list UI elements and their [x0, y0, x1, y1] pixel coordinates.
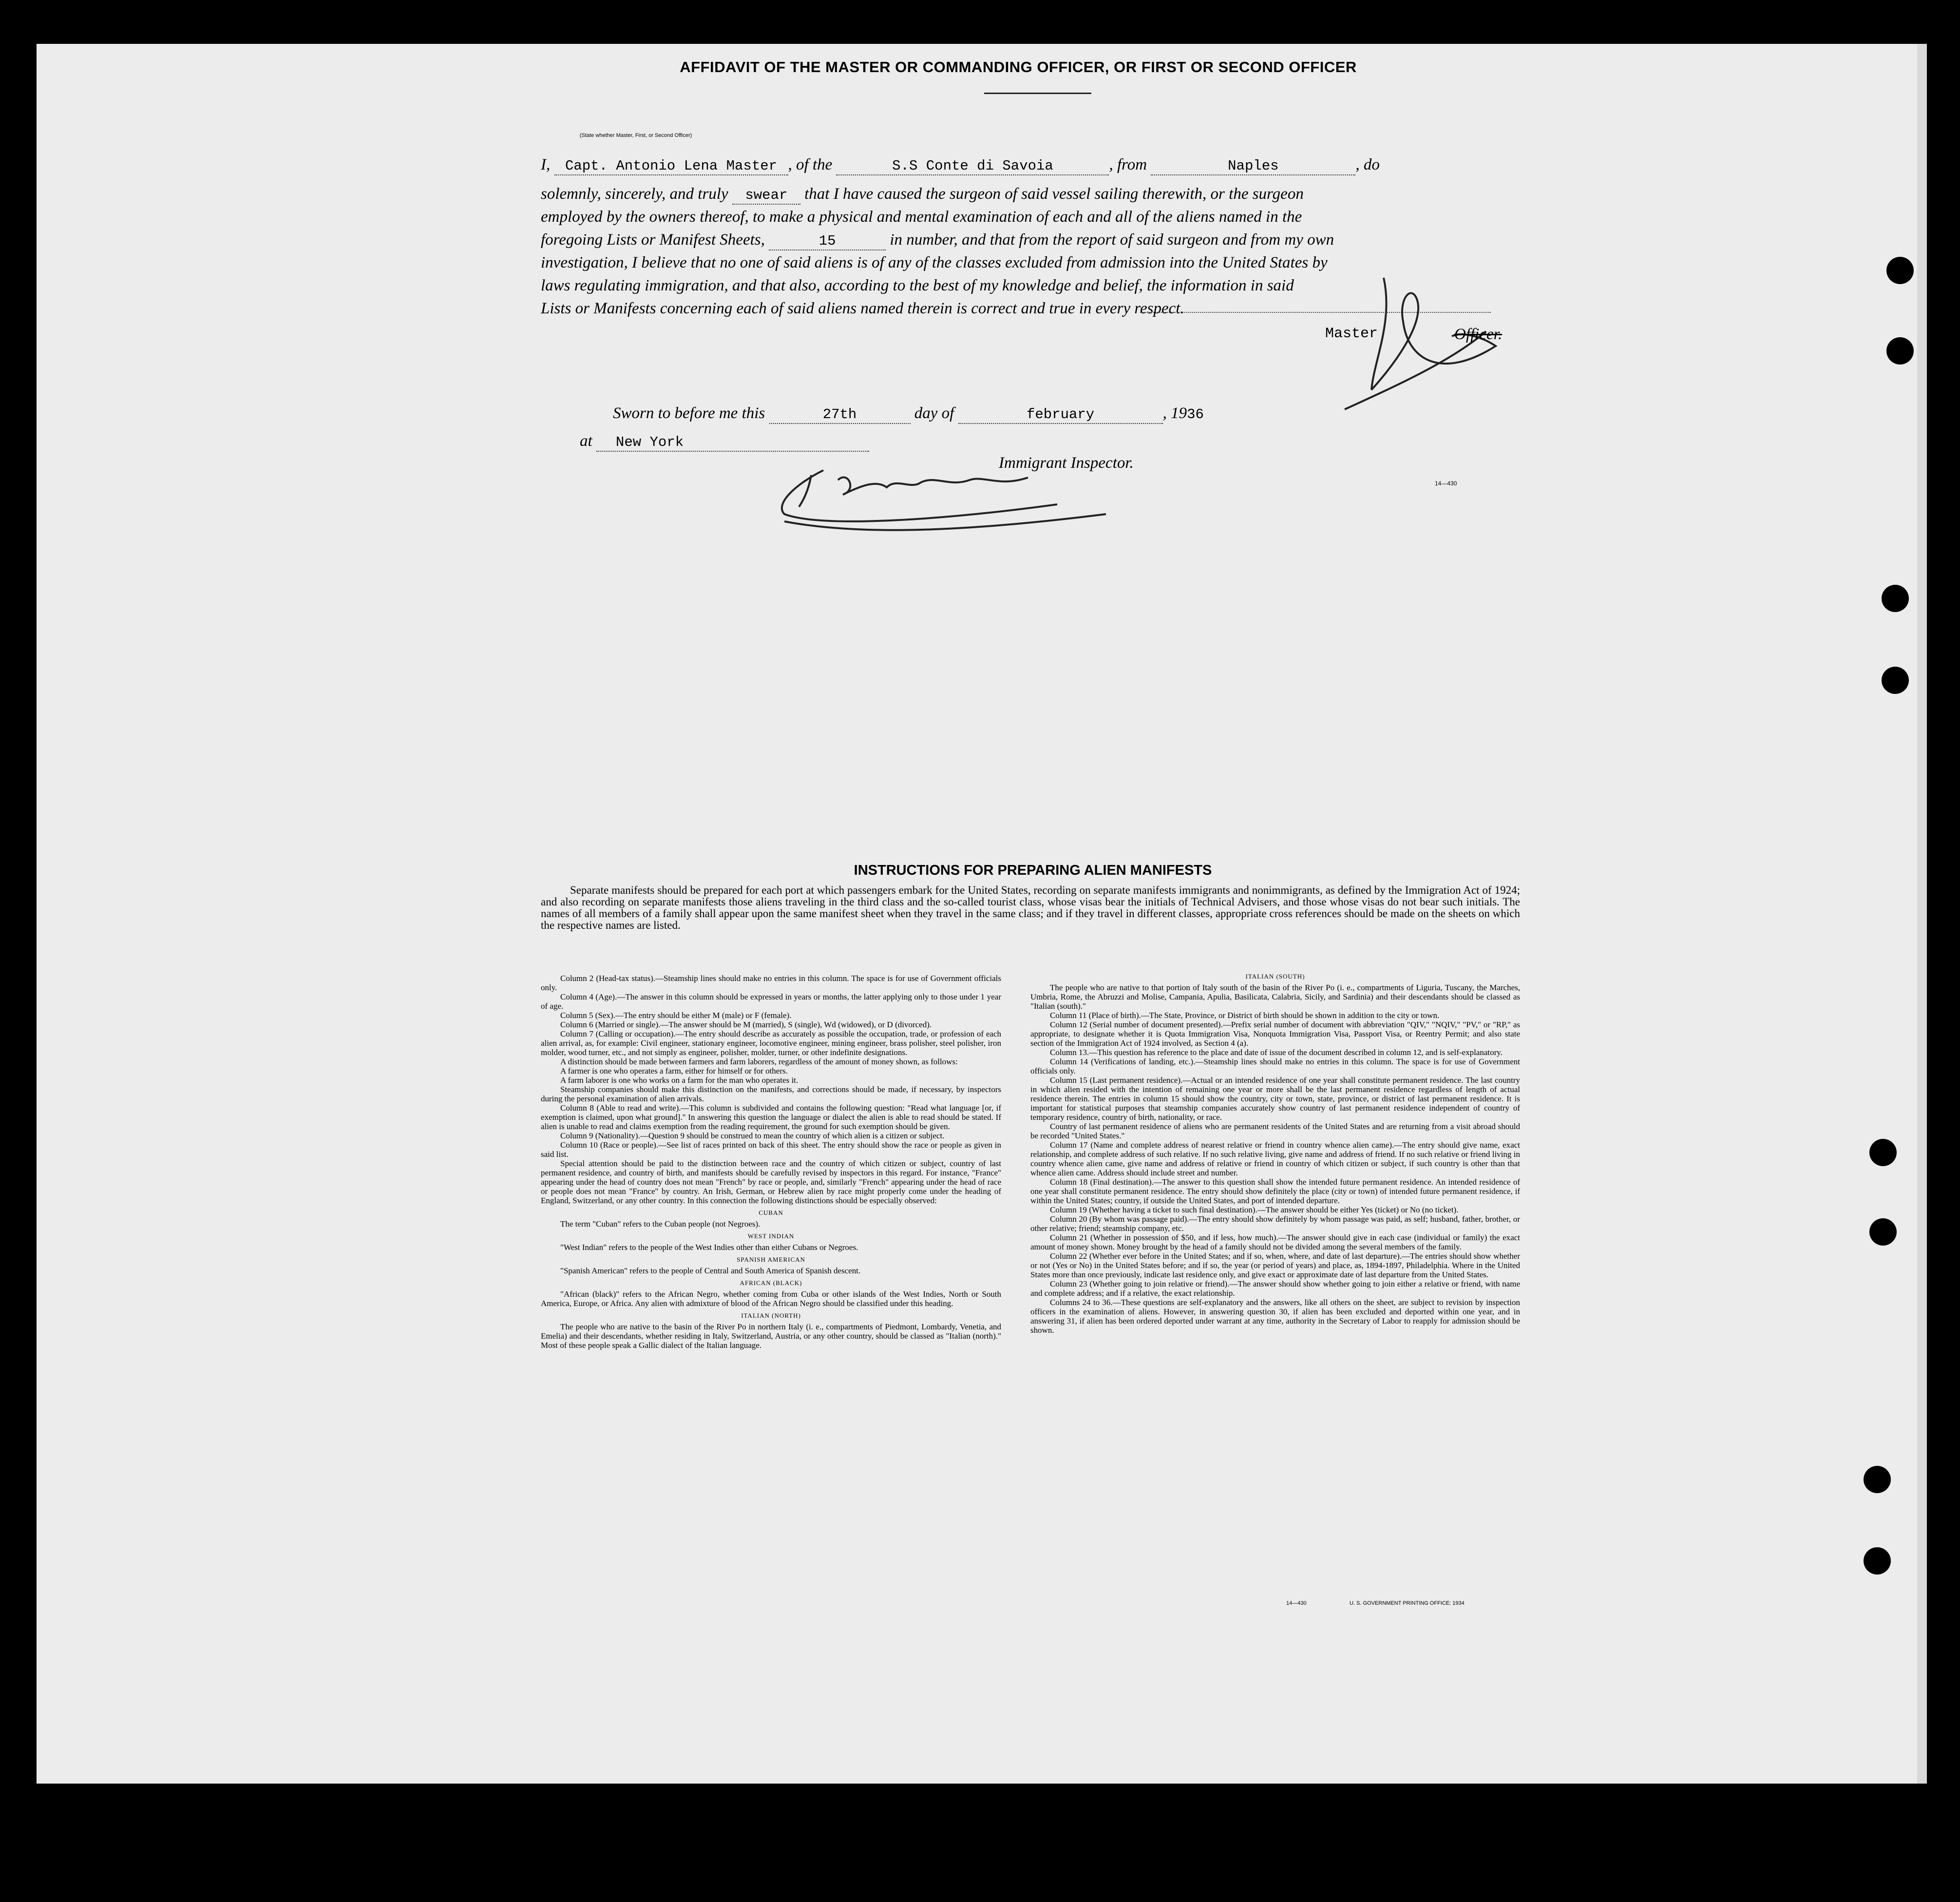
- instruction-paragraph: The people who are native to the basin of the River Po in northern Italy (i. e., compartments of Piedmont, Lombardy, Venetia, and Emelia) and their descendants, whether residing in Italy, Switzerland, Austria, or any other country, should be classed as "Italian (north)." Most of these people speak a Gallic dialect of the Italian language.: [541, 1322, 1001, 1350]
- instruction-paragraph: Column 18 (Final destination).—The answer to this question shall show the intended future permanent residence. An intended residence of one year shall constitute permanent residence. The entry should show definitely the place (city or town) of intended future permanent residence, if within the United States; country, if outside the United States, and port of intended departure.: [1030, 1177, 1520, 1205]
- instruction-paragraph: Column 9 (Nationality).—Question 9 should be construed to mean the country of which alien is a citizen or subject.: [560, 1131, 945, 1140]
- page-edge: [1917, 44, 1927, 1784]
- instruction-paragraph: Column 11 (Place of birth).—The State, Province, or District of birth should be shown in addition to the city or town.: [1050, 1011, 1440, 1020]
- instruction-paragraph: Column 19 (Whether having a ticket to such final destination).—The answer should be either Yes (ticket) or No (no ticket).: [1050, 1205, 1459, 1214]
- section-heading-italian-north: ITALIAN (NORTH): [741, 1312, 801, 1319]
- instruction-paragraph: The term "Cuban" refers to the Cuban people (not Negroes).: [560, 1219, 761, 1229]
- officer-rank-note: (State whether Master, First, or Second Officer): [580, 133, 692, 138]
- instruction-paragraph: Column 14 (Verifications of landing, etc.).—Steamship lines should make no entries in this column. The space is for use of Government officials only.: [1030, 1057, 1520, 1076]
- inspector-label: Immigrant Inspector.: [999, 454, 1134, 472]
- instruction-paragraph: A farm laborer is one who works on a farm for the man who operates it.: [560, 1076, 799, 1085]
- instruction-paragraph: A distinction should be made between farmers and farm laborers, regardless of the amount of money shown, as follows:: [560, 1057, 958, 1066]
- affidavit-title: AFFIDAVIT OF THE MASTER OR COMMANDING OFFICER, OR FIRST OR SECOND OFFICER: [680, 58, 1357, 76]
- instruction-paragraph: Column 23 (Whether going to join relative or friend).—The answer should show whether going to join either a relative or friend, with name and complete address; and if a relative, the exact relationship.: [1030, 1279, 1520, 1298]
- signer-title: Master: [1325, 326, 1378, 342]
- binder-hole: [1886, 337, 1914, 365]
- affidavit-line-3: employed by the owners thereof, to make a physical and mental examination of each and all of the aliens named in the: [541, 208, 1302, 226]
- instructions-right-column: [1030, 969, 1520, 1335]
- form-code: 14—430: [1435, 480, 1457, 487]
- instruction-paragraph: Column 2 (Head-tax status).—Steamship lines should make no entries in this column. The space is for use of Government officials only.: [541, 974, 1001, 992]
- instruction-paragraph: Column 13.—This question has reference to the place and date of issue of the document described in column 12, and is self-explanatory.: [1050, 1048, 1503, 1057]
- binder-hole: [1869, 1218, 1897, 1246]
- title-rule: [984, 93, 1091, 94]
- instruction-paragraph: Column 20 (By whom was passage paid).—The entry should show definitely by whom passage was paid, as self; husband, father, brother, or other relative; friend; steamship company, etc.: [1030, 1214, 1520, 1233]
- port-field: Naples: [1151, 158, 1355, 175]
- instruction-paragraph: A farmer is one who operates a farm, either for himself or for others.: [560, 1066, 788, 1076]
- instructions-intro: Separate manifests should be prepared for each port at which passengers embark for the United States, recording on separate manifests immigrants and nonimmigrants, as defined by the Immigration Act of 1924; and also recording on separate manifests those aliens traveling in the third class and the so-called tourist class, whose visas bear the initials of Technical Advisers, and those whose visas do not bear such initials. The names of all members of a family shall appear upon the same manifest sheet when they travel in the same class; and if they travel in different classes, appropriate cross references should be made on the sheets on which the respective names are listed.: [541, 884, 1520, 931]
- sheet-count-field: 15: [769, 233, 886, 250]
- oath-field: swear: [732, 187, 800, 205]
- affidavit-line-1: I, Capt. Antonio Lena Master , of the S.S Conte di Savoia , from Naples , do: [541, 155, 1525, 175]
- instruction-paragraph: The people who are native to that portion of Italy south of the basin of the River Po (i. e., compartments of Liguria, Tuscany, the Marches, Umbria, Rome, the Abruzzi and Molise, Campania, Apulia, Basilicata, Calabria, Sicily, and Sardinia) and their descendants should be classed as "Italian (south).": [1030, 983, 1520, 1011]
- instructions-title: INSTRUCTIONS FOR PREPARING ALIEN MANIFESTS: [854, 863, 1212, 878]
- affidavit-line-5: investigation, I believe that no one of said aliens is of any of the classes excluded from admission into the United States by: [541, 254, 1328, 271]
- affidavit-line-6: laws regulating immigration, and that also, according to the best of my knowledge and belief, the information in said: [541, 277, 1294, 294]
- footer-printer: U. S. GOVERNMENT PRINTING OFFICE: 1934: [1350, 1600, 1465, 1606]
- officer-name-field: Capt. Antonio Lena Master: [554, 158, 788, 175]
- sworn-month-field: february: [958, 406, 1163, 424]
- section-heading-italian-south: ITALIAN (SOUTH): [1245, 973, 1305, 980]
- instruction-paragraph: Special attention should be paid to the distinction between race and the country of which citizen or subject, country of last permanent residence, and country of birth, and manifests should be carefully revised by inspectors in this regard. For instance, "France" appearing under the head of country does not mean "French" by race or people, and, similarly "French" appearing under the head of race or people does not mean "France" by country. An Irish, German, or Hebrew alien by race might properly come under the heading of England, Switzerland, or any other country. In this connection the following distinctions should be especially observed:: [541, 1159, 1001, 1205]
- instruction-paragraph: Column 6 (Married or single).—The answer should be M (married), S (single), Wd (widowed), or D (divorced).: [560, 1020, 932, 1029]
- instruction-paragraph: "Spanish American" refers to the people of Central and South America of Spanish descent.: [560, 1266, 861, 1275]
- instruction-paragraph: Columns 24 to 36.—These questions are self-explanatory and the answers, like all others on the sheet, are subject to revision by inspection officers in the examination of aliens. However, in answering question 30, if alien has been excluded and deported within one year, and in answering 31, if alien has been ordered deported under warrant at any time, authority in the Secretary of Labor to reapply for admission should be shown.: [1030, 1298, 1520, 1335]
- affidavit-line-2: solemnly, sincerely, and truly swear that I have caused the surgeon of said vessel sailing therewith, or the surgeon: [541, 184, 1525, 205]
- sworn-place-line: at New York: [580, 431, 1564, 452]
- binder-hole: [1886, 257, 1914, 284]
- footer-form-code: 14—430: [1286, 1600, 1307, 1606]
- binder-hole: [1882, 667, 1909, 694]
- vessel-field: S.S Conte di Savoia: [836, 158, 1109, 175]
- instruction-paragraph: Column 22 (Whether ever before in the United States; and if so, when, where, and date of last departure).—The entries should show whether or not (Yes or No) in the United States before; and if so, the year (or period of years) and place, as, 1894-1897, Philadelphia. Where in the United States more than once previously, indicate last residence only, and give exact or approximate date of last departure from the United States.: [1030, 1251, 1520, 1279]
- binder-hole: [1882, 585, 1909, 612]
- sworn-day-field: 27th: [769, 406, 911, 424]
- binder-hole: [1869, 1139, 1897, 1166]
- master-signature-line: [1140, 312, 1491, 313]
- sworn-year-field: 36: [1187, 406, 1204, 423]
- instruction-paragraph: Column 8 (Able to read and write).—This column is subdivided and contains the following question: "Read what language [or, if exemption is claimed, upon what ground]." In answering this question the language or dialect the alien is able to read should be stated. If alien is unable to read and claims exemption from the reading requirement, the ground for such exemption should be given.: [541, 1103, 1001, 1131]
- section-heading-cuban: CUBAN: [759, 1209, 783, 1216]
- instruction-paragraph: Column 7 (Calling or occupation).—The entry should describe as accurately as possible the occupation, trade, or profession of each alien arrival, as, for example: Civil engineer, stationary engineer, locomotive engineer, mining engineer, brass polisher, steel polisher, iron molder, wood turner, etc., and not simply as engineer, polisher, molder, turner, or other indefinite designations.: [541, 1029, 1001, 1057]
- sworn-place-field: New York: [596, 434, 869, 452]
- section-heading-spanish-american: SPANISH AMERICAN: [737, 1256, 805, 1263]
- binder-hole: [1864, 1466, 1891, 1493]
- instruction-paragraph: Column 4 (Age).—The answer in this column should be expressed in years or months, the latter applying only to those under 1 year of age.: [541, 992, 1001, 1011]
- sworn-line: Sworn to before me this 27th day of february , 1936: [613, 403, 1597, 424]
- instruction-paragraph: Column 21 (Whether in possession of $50, and if less, how much).—The answer should give in each case (individual or family) the exact amount of money shown. Money brought by the head of a family should not be divided among the several members of the family.: [1030, 1233, 1520, 1251]
- affidavit-line-7: Lists or Manifests concerning each of said aliens named therein is correct and true in every respect.: [541, 300, 1184, 317]
- instruction-paragraph: Column 17 (Name and complete address of nearest relative or friend in country whence alien came).—The entry should give name, exact relationship, and complete address of such relative. If no such relative living, give name and address of friend. If no such relative or friend living in country whence alien came, give name and address of relative or friend in country of which citizen or subject, if such country is other than that whence alien came. Address should include street and number.: [1030, 1140, 1520, 1177]
- affidavit-line-4: foregoing Lists or Manifest Sheets, 15 in number, and that from the report of said surgeon and from my own: [541, 230, 1525, 250]
- section-heading-west-indian: WEST INDIAN: [747, 1232, 795, 1240]
- instruction-paragraph: Steamship companies should make this distinction on the manifests, and corrections should be made, if necessary, by inspectors during the personal examination of alien arrivals.: [541, 1085, 1001, 1103]
- instruction-paragraph: Column 5 (Sex).—The entry should be either M (male) or F (female).: [560, 1011, 792, 1020]
- instructions-left-column: [541, 974, 1001, 1350]
- officer-label: Officer.: [1454, 326, 1503, 343]
- instruction-paragraph: Country of last permanent residence of aliens who are permanent residents of the United States and are returning from a visit abroad should be recorded "United States.": [1030, 1122, 1520, 1140]
- instruction-paragraph: "West Indian" refers to the people of the West Indies other than either Cubans or Negroes.: [560, 1243, 858, 1252]
- instruction-paragraph: Column 10 (Race or people).—See list of races printed on back of this sheet. The entry should show the race or people as given in said list.: [541, 1140, 1001, 1159]
- inspector-signature: [765, 461, 1116, 543]
- instruction-paragraph: Column 12 (Serial number of document presented).—Prefix serial number of document with abbreviation "QIV," "NQIV," "PV," or "RP," as appropriate, to designate whether it is Quota Immigration Visa, Nonquota Immigration Visa, Passport Visa, or Reentry Permit; and also state section of the Immigration Act of 1924 involved, as Section 4 (a).: [1030, 1020, 1520, 1048]
- binder-hole: [1864, 1547, 1891, 1575]
- section-heading-african: AFRICAN (BLACK): [740, 1279, 802, 1287]
- instruction-paragraph: Column 15 (Last permanent residence).—Actual or an intended residence of one year shall constitute permanent residence. The last country in which alien resided with the intention of remaining one year or more shall be the last permanent residence regardless of length of actual residence therein. The entries in column 15 should show the country, city or town, state, province, or district of last permanent residence. It is important for statistical purposes that steamship companies accurately show country of last permanent residence independent of country of temporary residence, country of birth, nationality, or race.: [1030, 1076, 1520, 1122]
- instruction-paragraph: "African (black)" refers to the African Negro, whether coming from Cuba or other islands of the West Indies, North or South America, Europe, or Africa. Any alien with admixture of blood of the African Negro should be classified under this heading.: [541, 1289, 1001, 1308]
